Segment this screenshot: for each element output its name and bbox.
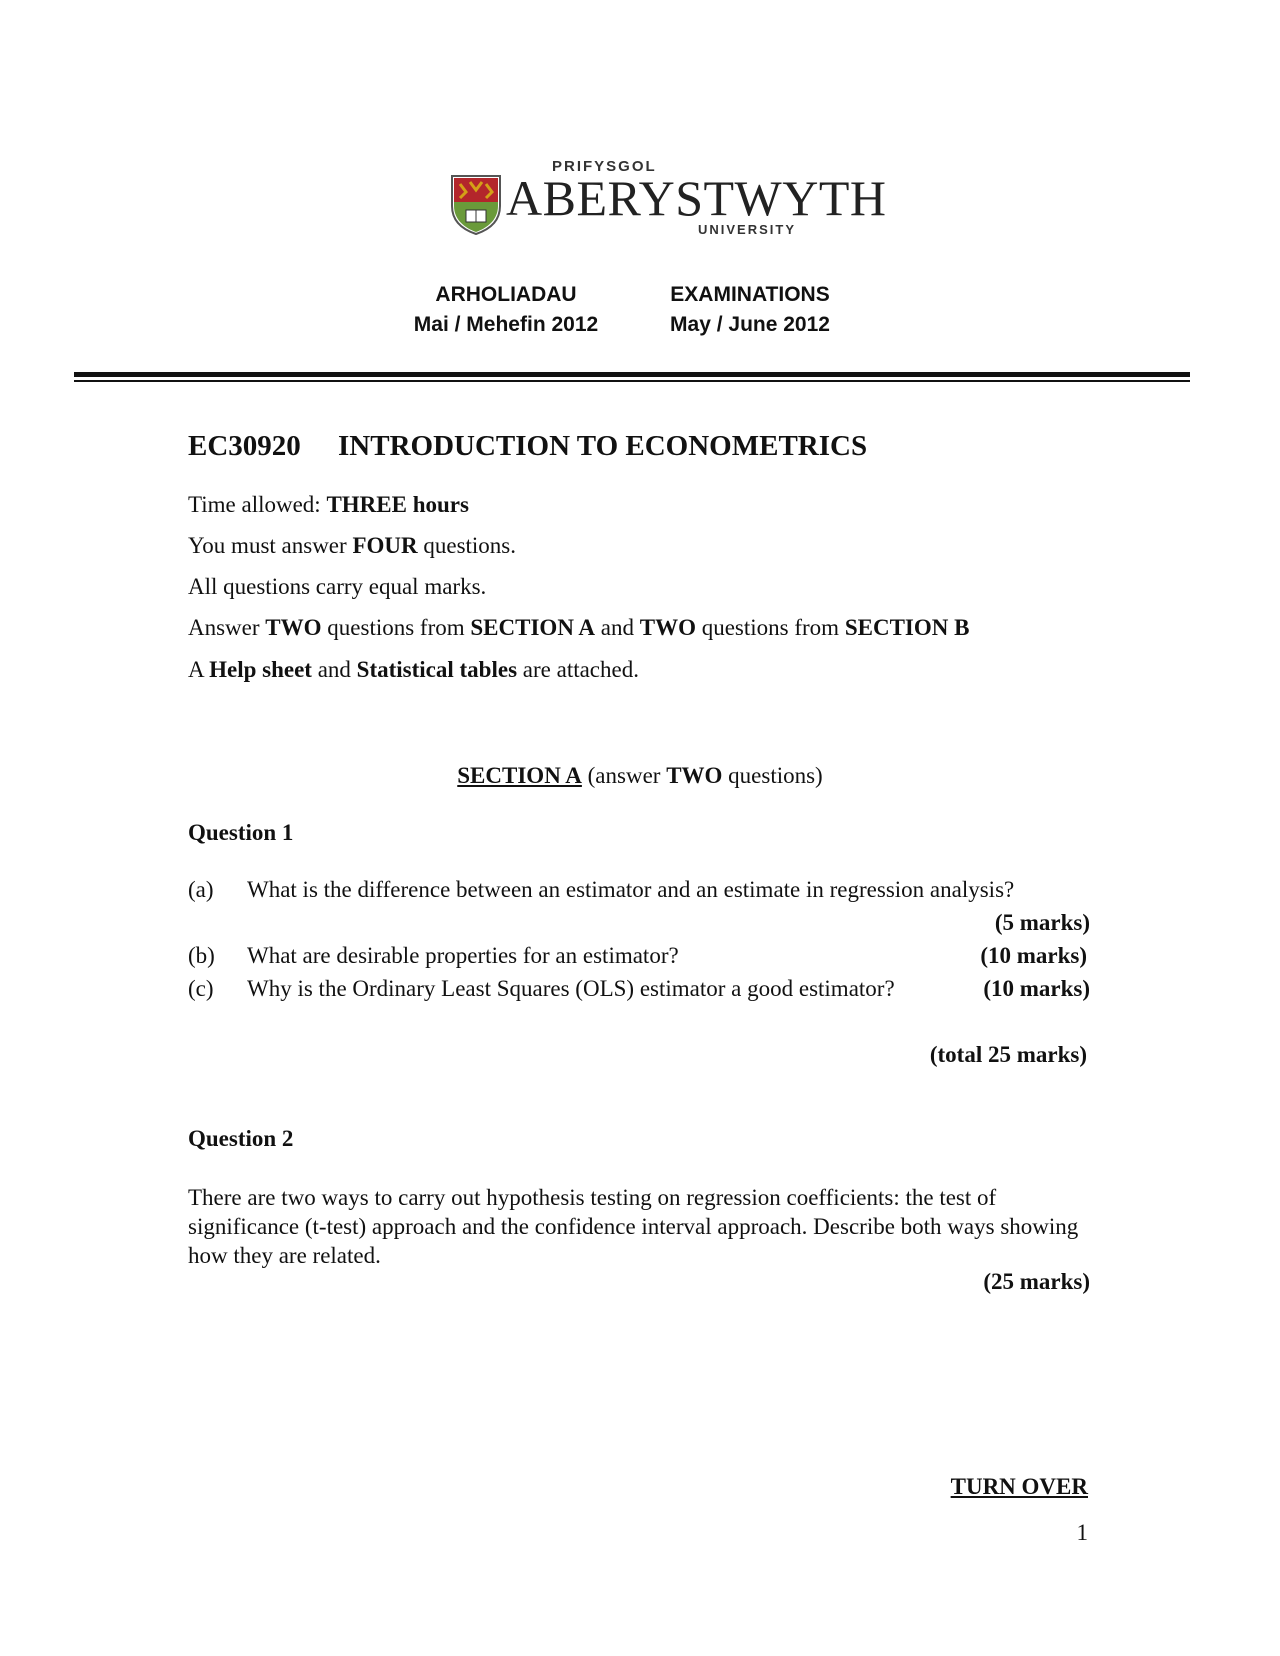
english-heading bbox=[660, 280, 840, 340]
section-a-heading: SECTION A (answer TWO questions) bbox=[457, 763, 823, 788]
logo-main-text: ABERYSTWYTH bbox=[506, 170, 887, 226]
logo-top-text: PRIFYSGOL bbox=[552, 158, 657, 175]
question-1-heading: Question 1 bbox=[188, 820, 294, 845]
question-1c-marks: (10 marks) bbox=[983, 976, 1090, 1001]
course-name: INTRODUCTION TO ECONOMETRICS bbox=[338, 430, 868, 462]
question-1a-text: What is the difference between an estimator and an estimate in regression analysis? bbox=[247, 877, 1015, 902]
university-logo bbox=[448, 158, 887, 238]
crest-icon bbox=[448, 172, 504, 236]
logo-bottom-text: UNIVERSITY bbox=[698, 222, 797, 237]
instruction-answer-count: You must answer FOUR questions. bbox=[188, 533, 516, 558]
instruction-equal-marks: All questions carry equal marks. bbox=[188, 574, 487, 599]
page-number: 1 bbox=[1076, 1520, 1088, 1545]
question-1-total: (total 25 marks) bbox=[929, 1042, 1087, 1067]
question-1b-letter: (b) bbox=[188, 943, 215, 968]
course-code: EC30920 bbox=[188, 430, 301, 462]
question-1a-marks: (5 marks) bbox=[994, 910, 1090, 935]
instruction-attachments: A Help sheet and Statistical tables are attached. bbox=[188, 657, 639, 682]
question-1a-letter: (a) bbox=[188, 877, 214, 902]
question-1c-letter: (c) bbox=[188, 976, 214, 1001]
welsh-session: Mai / Mehefin 2012 bbox=[413, 313, 599, 336]
english-session: May / June 2012 bbox=[670, 313, 830, 336]
instruction-sections: Answer TWO questions from SECTION A and TWO questions from SECTION B bbox=[188, 615, 970, 640]
question-1b-marks: (10 marks) bbox=[980, 943, 1087, 968]
course-title bbox=[188, 430, 867, 463]
welsh-title: ARHOLIADAU bbox=[435, 283, 577, 306]
welsh-heading bbox=[398, 280, 614, 340]
question-1b-text: What are desirable properties for an estimator? bbox=[247, 943, 679, 968]
instruction-time: Time allowed: THREE hours bbox=[188, 492, 469, 517]
question-2-heading: Question 2 bbox=[188, 1126, 294, 1151]
header-rule-thin bbox=[74, 380, 1190, 382]
turn-over: TURN OVER bbox=[950, 1474, 1088, 1499]
question-2-text: There are two ways to carry out hypothesis testing on regression coefficients: the test of significance (t-test) approach and the confidence interval approach. Describe both ways showing how they are related. bbox=[188, 1185, 1079, 1268]
question-1c-text: Why is the Ordinary Least Squares (OLS) estimator a good estimator? bbox=[247, 976, 895, 1001]
english-title: EXAMINATIONS bbox=[670, 283, 830, 306]
question-2-marks: (25 marks) bbox=[983, 1269, 1090, 1294]
header-rule-thick bbox=[74, 372, 1190, 377]
